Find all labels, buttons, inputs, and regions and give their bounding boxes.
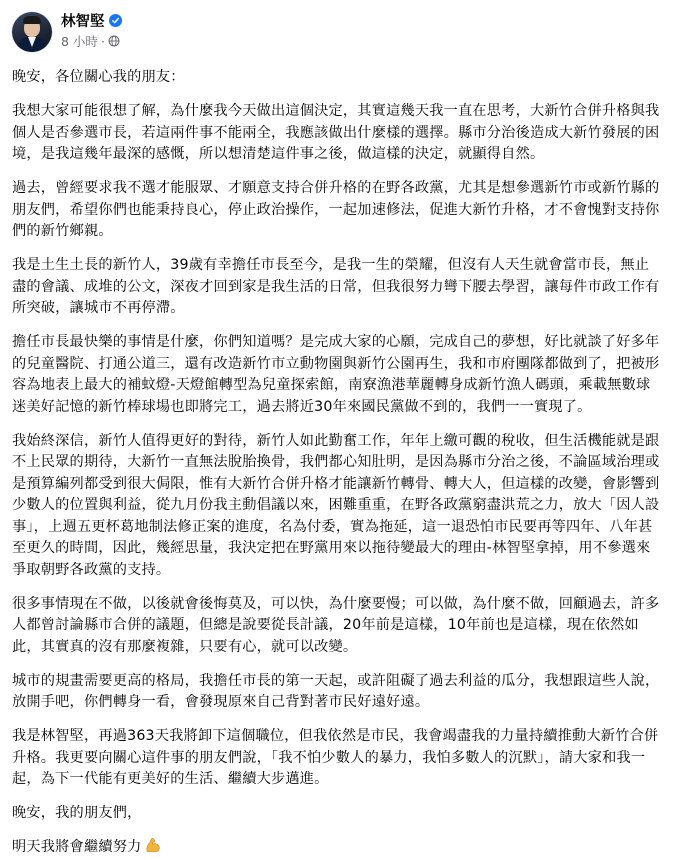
separator-dot: · (100, 33, 105, 49)
post-paragraph: 我始終深信，新竹人值得更好的對待，新竹人如此勤奮工作，年年上繳可觀的稅收，但生活機能就是跟不上民眾的期待，大新竹一直無法脫胎換骨，我們都心知肚明，是因為縣市分治之後，不論區域治理或是預算編列都受到很大侷限，惟有大新竹合併升格才能讓新竹轉骨、轉大人，但這樣的改變，會影響到少數人的位置與利益，從九月份我主動倡議以來，困難重重，在野各政黨窮盡洪荒之力，放大「因人設事」，上週五更杯葛地制法修正案的進度，名為付委，實為拖延，這一退恐怕市民要再等四年、八年甚至更久的時間，因此，幾經思量，我決定把在野黨用來以拖待變最大的理由-林智堅拿掉，用不參選來爭取朝野各政黨的支持。 (12, 432, 660, 578)
post-paragraph: 很多事情現在不做，以後就會後悔莫及，可以快，為什麼要慢；可以做，為什麼不做，回顧過去，許多人都曾討論縣市合併的議題，但總是說要從長計議，20年前是這樣，10年前也是這樣，現在依然如此，其實真的沒有那麼複雜，只要有心，就可以改變。 (12, 595, 660, 655)
post-closing-paragraph (12, 837, 663, 859)
post-closing-text: 明天我將會繼續努力 (12, 839, 142, 855)
post-paragraph: 過去，曾經要求我不選才能服眾、才願意支持合併升格的在野各政黨，尤其是想參選新竹市或新竹縣的朋友們，希望你們也能秉持良心，停止政治操作，一起加速修法，促進大新竹升格，才不會愧對支持你們的新竹鄉親。 (12, 180, 660, 239)
globe-icon[interactable] (108, 35, 120, 47)
post-paragraph: 晚安，各位關心我的朋友： (12, 69, 185, 85)
author-name[interactable]: 林智堅 (61, 13, 105, 30)
flexed-biceps-icon (145, 837, 161, 853)
post-paragraph: 城市的規畫需要更高的格局，我擔任市長的第一天起，或許阻礙了過去利益的瓜分，我想跟這些人說，放開手吧，你們轉身一看，會發現原來自己背對著市民好遠好遠。 (12, 672, 660, 710)
post-timestamp[interactable]: 8 小時 (61, 34, 98, 49)
post-paragraph: 擔任市長最快樂的事情是什麼，你們知道嗎？是完成大家的心願，完成自己的夢想，好比就談了好多年的兒童醫院、打通公道三，還有改造新竹市立動物園與新竹公園再生，我和市府團隊都做到了，把被形容為地表上最大的補蚊燈-天燈館轉型為兒童探索館，南寮漁港華麗轉身成新竹漁人碼頭，乘載無數球迷美好記憶的新竹棒球場也即將完工，過去將近30年來國民黨做不到的，我們一一實現了。 (12, 334, 660, 415)
author-avatar[interactable] (12, 12, 52, 52)
post-body (12, 67, 663, 859)
post-paragraph: 我是林智堅，再過363天我將卸下這個職位，但我依然是市民，我會竭盡我的力量持續推動大新竹合併升格。我更要向關心這件事的朋友們說，「我不怕少數人的暴力，我怕多數人的沉默」，請大家和我一起，為下一代能有更美好的生活、繼續大步邁進。 (12, 728, 659, 787)
post-header (12, 10, 663, 60)
author-row (61, 10, 122, 30)
post-subline (61, 33, 122, 49)
post-meta (61, 10, 122, 49)
post-paragraph: 晚安，我的朋友們， (12, 805, 142, 821)
post-paragraph: 我是土生土長的新竹人，39歲有幸擔任市長至今，是我一生的榮耀，但沒有人天生就會當市長，無止盡的會議、成堆的公文，深夜才回到家是我生活的日常，但我很努力彎下腰去學習，讓每件市政工作有所突破，讓城市不再停滯。 (12, 257, 660, 316)
post-paragraph: 我想大家可能很想了解，為什麼我今天做出這個決定，其實這幾天我一直在思考，大新竹合併升格與我個人是否參選市長，若這兩件事不能兩全，我應該做出什麼樣的選擇。縣市分治後造成大新竹發展的困境，是我這幾年最深的感慨，所以想清楚這件事之後，做這樣的決定，就顯得自然。 (12, 103, 660, 162)
verified-badge-icon (109, 14, 122, 27)
